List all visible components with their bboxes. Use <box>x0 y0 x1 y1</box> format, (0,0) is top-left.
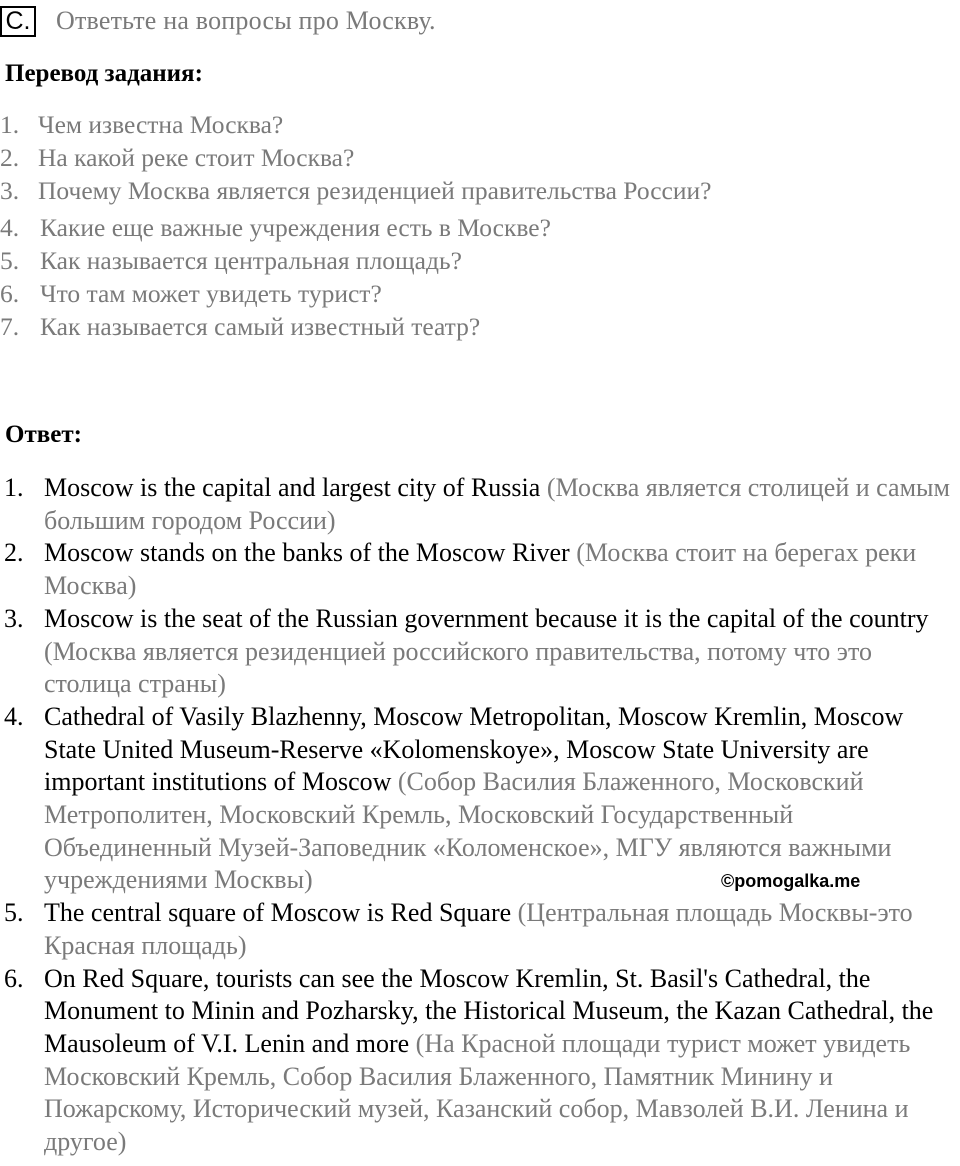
question-number: 6. <box>0 279 20 308</box>
question-item <box>0 143 354 173</box>
question-item <box>0 246 462 276</box>
answer-body <box>44 963 960 1159</box>
answer-item <box>0 537 960 602</box>
answer-russian: (Собор Василия Блаженного, Московский Метрополитен, Московский Кремль, Московский Государственный Объединенный Музей-Заповедник «Коломенское», МГУ являются важными учреждениями Москвы) <box>44 767 892 895</box>
question-item <box>0 312 480 342</box>
answer-russian: (Москва является столицей и самым большим городом России) <box>44 473 950 535</box>
question-text: Какие еще важные учреждения есть в Москве? <box>40 213 551 242</box>
answer-english: Moscow is the seat of the Russian government because it is the capital of the country <box>44 603 929 633</box>
answer-body <box>44 701 960 897</box>
question-number: 4. <box>0 213 20 242</box>
answer-english: Cathedral of Vasily Blazhenny, Moscow Metropolitan, Moscow Kremlin, Moscow State United Museum-Reserve «Kolomenskoye», Moscow State University are important institutions of Moscow <box>44 701 904 797</box>
answer-russian: (Москва стоит на берегах реки Москва) <box>44 538 917 601</box>
question-number: 2. <box>0 143 20 172</box>
question-text: Чем известна Москва? <box>38 110 284 139</box>
answer-heading: Ответ: <box>5 421 82 448</box>
answer-body <box>44 537 960 602</box>
answer-number: 1. <box>4 473 24 502</box>
answer-number: 2. <box>4 538 24 568</box>
answer-body <box>44 897 960 962</box>
question-number: 5. <box>0 246 20 275</box>
answer-number: 5. <box>4 898 24 928</box>
question-number: 3. <box>0 176 20 205</box>
answer-russian: (Центральная площадь Москвы-это Красная площадь) <box>44 898 913 960</box>
answer-number: 6. <box>4 963 24 993</box>
question-text: Как называется самый известный театр? <box>40 312 481 341</box>
question-number: 1. <box>0 110 20 139</box>
question-text: Что там может увидеть турист? <box>40 279 382 308</box>
answer-english: Moscow stands on the banks of the Moscow River <box>44 538 570 568</box>
question-item <box>0 110 283 140</box>
answer-russian: (На Красной площади турист может увидеть Московский Кремль, Собор Василия Блаженного, Памятник Минину и Пожарскому, Исторический музей, Казанский собор, Мавзолей В.И. Ленина и другое) <box>44 1028 911 1157</box>
answer-body <box>44 472 960 537</box>
question-text: Как называется центральная площадь? <box>40 246 462 275</box>
answer-item <box>0 897 960 962</box>
answer-item <box>0 701 960 897</box>
task-instruction: Ответьте на вопросы про Москву. <box>56 6 436 35</box>
answer-russian: (Москва является резиденцией российского правительства, потому что это столица страны) <box>44 636 872 699</box>
question-number: 7. <box>0 312 20 341</box>
answer-number: 3. <box>4 603 24 633</box>
translation-heading: Перевод задания: <box>5 60 203 87</box>
question-text: Почему Москва является резиденцией правительства России? <box>38 176 712 205</box>
answer-english: Moscow is the capital and largest city of Russia <box>44 473 541 502</box>
watermark: ©pomogalka.me <box>721 871 861 891</box>
task-header <box>0 4 436 38</box>
question-item <box>0 279 382 309</box>
question-item <box>0 176 711 206</box>
answer-english: On Red Square, tourists can see the Moscow Kremlin, St. Basil's Cathedral, the Monument to Minin and Pozharsky, the Historical Museum, the Kazan Cathedral, the Mausoleum of V.I. Lenin and more <box>44 963 934 1058</box>
question-item <box>0 213 551 243</box>
answer-list <box>0 472 960 1159</box>
answer-english: The central square of Moscow is Red Square <box>44 898 512 928</box>
answer-item <box>0 603 960 701</box>
answer-item <box>0 963 960 1159</box>
answer-item <box>0 472 960 537</box>
answer-number: 4. <box>4 701 24 731</box>
answer-body <box>44 603 960 701</box>
task-letter-box: C. <box>0 6 36 37</box>
question-text: На какой реке стоит Москва? <box>38 143 355 172</box>
